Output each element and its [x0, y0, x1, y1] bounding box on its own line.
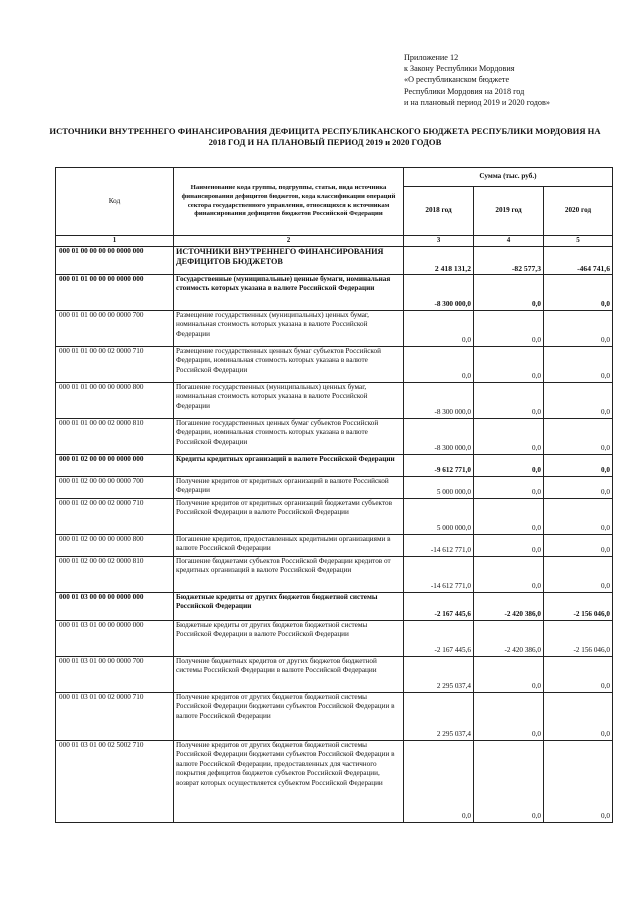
col-number: 4 [474, 236, 544, 247]
row-value-2018: 0,0 [404, 310, 474, 346]
row-code: 000 01 03 01 00 00 0000 700 [56, 656, 174, 692]
row-value-2018: 0,0 [404, 346, 474, 382]
row-value-2018: -14 612 771,0 [404, 556, 474, 592]
row-value-2018: -14 612 771,0 [404, 534, 474, 556]
table-row [56, 498, 613, 534]
document-title: ИСТОЧНИКИ ВНУТРЕННЕГО ФИНАНСИРОВАНИЯ ДЕФИЦИТА РЕСПУБЛИКАНСКОГО БЮДЖЕТА РЕСПУБЛИКИ МОРДОВИЯ НА 2018 ГОД И НА ПЛАНОВЫЙ ПЕРИОД 2019 и 2020 ГОДОВ [49, 126, 601, 147]
table-row [56, 692, 613, 740]
row-name: Получение кредитов от кредитных организаций бюджетами субъектов Российской Федерации в валюте Российской Федерации [174, 498, 404, 534]
row-value-2019: 0,0 [474, 498, 544, 534]
row-value-2020: 0,0 [544, 310, 613, 346]
row-value-2020: 0,0 [544, 454, 613, 476]
row-value-2018: -2 167 445,6 [404, 592, 474, 620]
row-value-2019: 0,0 [474, 740, 544, 822]
row-value-2020: 0,0 [544, 346, 613, 382]
row-code: 000 01 03 01 00 00 0000 000 [56, 620, 174, 656]
col-number: 1 [56, 236, 174, 247]
row-name: Размещение государственных ценных бумаг субъектов Российской Федерации, номинальная стоимость которых указана в валюте Российской Федерации [174, 346, 404, 382]
row-code: 000 01 02 00 00 00 0000 800 [56, 534, 174, 556]
row-value-2020: 0,0 [544, 274, 613, 310]
column-numbers-row [56, 236, 613, 247]
row-value-2020: -2 156 046,0 [544, 620, 613, 656]
header-2018: 2018 год [404, 187, 474, 236]
row-value-2019: 0,0 [474, 476, 544, 498]
table-row [56, 346, 613, 382]
row-value-2018: -8 300 000,0 [404, 382, 474, 418]
row-value-2018: -9 612 771,0 [404, 454, 474, 476]
row-value-2020: 0,0 [544, 556, 613, 592]
row-name: Получение бюджетных кредитов от других бюджетов бюджетной системы Российской Федерации в валюте Российской Федерации [174, 656, 404, 692]
col-number: 5 [544, 236, 613, 247]
row-name: ИСТОЧНИКИ ВНУТРЕННЕГО ФИНАНСИРОВАНИЯ ДЕФИЦИТОВ БЮДЖЕТОВ [174, 246, 404, 274]
row-code: 000 01 01 00 00 02 0000 710 [56, 346, 174, 382]
table-row [56, 556, 613, 592]
row-value-2019: 0,0 [474, 418, 544, 454]
row-value-2018: 5 000 000,0 [404, 498, 474, 534]
header-code: Код [56, 168, 174, 236]
appendix-line: к Закону Республики Мордовия [404, 64, 515, 74]
row-code: 000 01 02 00 00 02 0000 810 [56, 556, 174, 592]
table-row [56, 592, 613, 620]
row-value-2020: 0,0 [544, 418, 613, 454]
row-code: 000 01 03 00 00 00 0000 000 [56, 592, 174, 620]
table-row [56, 246, 613, 274]
row-code: 000 01 02 00 00 00 0000 000 [56, 454, 174, 476]
row-value-2018: -8 300 000,0 [404, 274, 474, 310]
row-code: 000 01 02 00 00 00 0000 700 [56, 476, 174, 498]
appendix-line: Приложение 12 [404, 53, 459, 62]
header-2020: 2020 год [544, 187, 613, 236]
row-value-2019: 0,0 [474, 454, 544, 476]
financing-sources-table [55, 167, 613, 823]
row-value-2019: 0,0 [474, 692, 544, 740]
row-code: 000 01 01 00 00 00 0000 000 [56, 274, 174, 310]
row-value-2020: 0,0 [544, 740, 613, 822]
row-name: Погашение государственных (муниципальных) ценных бумаг, номинальная стоимость которых указана в валюте Российской Федерации [174, 382, 404, 418]
appendix-note [404, 52, 550, 108]
row-name: Погашение кредитов, предоставленных кредитными организациями в валюте Российской Федерации [174, 534, 404, 556]
row-code: 000 01 00 00 00 00 0000 000 [56, 246, 174, 274]
row-name: Получение кредитов от других бюджетов бюджетной системы Российской Федерации бюджетами субъектов Российской Федерации в валюте Российской Федерации [174, 692, 404, 740]
appendix-line: и на плановый период 2019 и 2020 годов» [404, 97, 550, 107]
row-name: Бюджетные кредиты от других бюджетов бюджетной системы Российской Федерации [174, 592, 404, 620]
header-name: Наименование кода группы, подгруппы, статьи, вида источника финансирования дефицитов бюджетов, кода классификации операций сектора государственного управления, относящихся к источникам финансирования дефицитов бюджетов Российской Федерации [174, 168, 404, 236]
row-value-2019: 0,0 [474, 656, 544, 692]
table-row [56, 382, 613, 418]
row-name: Погашение бюджетами субъектов Российской Федерации кредитов от кредитных организаций в валюте Российской Федерации [174, 556, 404, 592]
row-value-2019: -2 420 386,0 [474, 592, 544, 620]
row-value-2018: 2 418 131,2 [404, 246, 474, 274]
row-value-2020: 0,0 [544, 656, 613, 692]
col-number: 2 [174, 236, 404, 247]
row-code: 000 01 01 00 00 00 0000 700 [56, 310, 174, 346]
row-value-2019: -82 577,3 [474, 246, 544, 274]
row-value-2020: -2 156 046,0 [544, 592, 613, 620]
row-value-2018: 0,0 [404, 740, 474, 822]
table-row [56, 454, 613, 476]
row-value-2019: -2 420 386,0 [474, 620, 544, 656]
row-value-2020: 0,0 [544, 692, 613, 740]
row-code: 000 01 02 00 00 02 0000 710 [56, 498, 174, 534]
row-name: Получение кредитов от других бюджетов бюджетной системы Российской Федерации бюджетами субъектов Российской Федерации в валюте Российской Федерации, предоставленных для частичного покрытия дефицитов бюджетов субъектов Российской Федерации, возврат которых осуществляется субъектом Российской Федерации [174, 740, 404, 822]
row-value-2020: 0,0 [544, 534, 613, 556]
row-value-2018: 2 295 037,4 [404, 692, 474, 740]
row-name: Размещение государственных (муниципальных) ценных бумаг, номинальная стоимость которых указана в валюте Российской Федерации [174, 310, 404, 346]
header-sum: Сумма (тыс. руб.) [404, 168, 613, 187]
row-value-2020: -464 741,6 [544, 246, 613, 274]
row-value-2018: 5 000 000,0 [404, 476, 474, 498]
table-row [56, 656, 613, 692]
row-name: Получение кредитов от кредитных организаций в валюте Российской Федерации [174, 476, 404, 498]
table-header-row [56, 168, 613, 187]
table-row [56, 310, 613, 346]
row-value-2018: -2 167 445,6 [404, 620, 474, 656]
table-row [56, 418, 613, 454]
row-value-2020: 0,0 [544, 382, 613, 418]
row-value-2019: 0,0 [474, 534, 544, 556]
row-code: 000 01 03 01 00 02 5002 710 [56, 740, 174, 822]
table-row [56, 476, 613, 498]
row-value-2018: -8 300 000,0 [404, 418, 474, 454]
col-number: 3 [404, 236, 474, 247]
table-row [56, 740, 613, 822]
row-name: Государственные (муниципальные) ценные бумаги, номинальная стоимость которых указана в валюте Российской Федерации [174, 274, 404, 310]
header-2019: 2019 год [474, 187, 544, 236]
table-row [56, 534, 613, 556]
table-row [56, 620, 613, 656]
row-value-2019: 0,0 [474, 382, 544, 418]
row-value-2019: 0,0 [474, 274, 544, 310]
row-code: 000 01 01 00 00 00 0000 800 [56, 382, 174, 418]
row-value-2019: 0,0 [474, 556, 544, 592]
appendix-line: Республики Мордовия на 2018 год [404, 86, 525, 96]
row-value-2019: 0,0 [474, 310, 544, 346]
row-code: 000 01 01 00 00 02 0000 810 [56, 418, 174, 454]
row-name: Бюджетные кредиты от других бюджетов бюджетной системы Российской Федерации в валюте Российской Федерации [174, 620, 404, 656]
row-value-2018: 2 295 037,4 [404, 656, 474, 692]
row-value-2020: 0,0 [544, 498, 613, 534]
appendix-line: «О республиканском бюджете [404, 75, 510, 85]
row-value-2020: 0,0 [544, 476, 613, 498]
row-code: 000 01 03 01 00 02 0000 710 [56, 692, 174, 740]
row-value-2019: 0,0 [474, 346, 544, 382]
table-row [56, 274, 613, 310]
row-name: Погашение государственных ценных бумаг субъектов Российской Федерации, номинальная стоимость которых указана в валюте Российской Федерации [174, 418, 404, 454]
row-name: Кредиты кредитных организаций в валюте Российской Федерации [174, 454, 404, 476]
